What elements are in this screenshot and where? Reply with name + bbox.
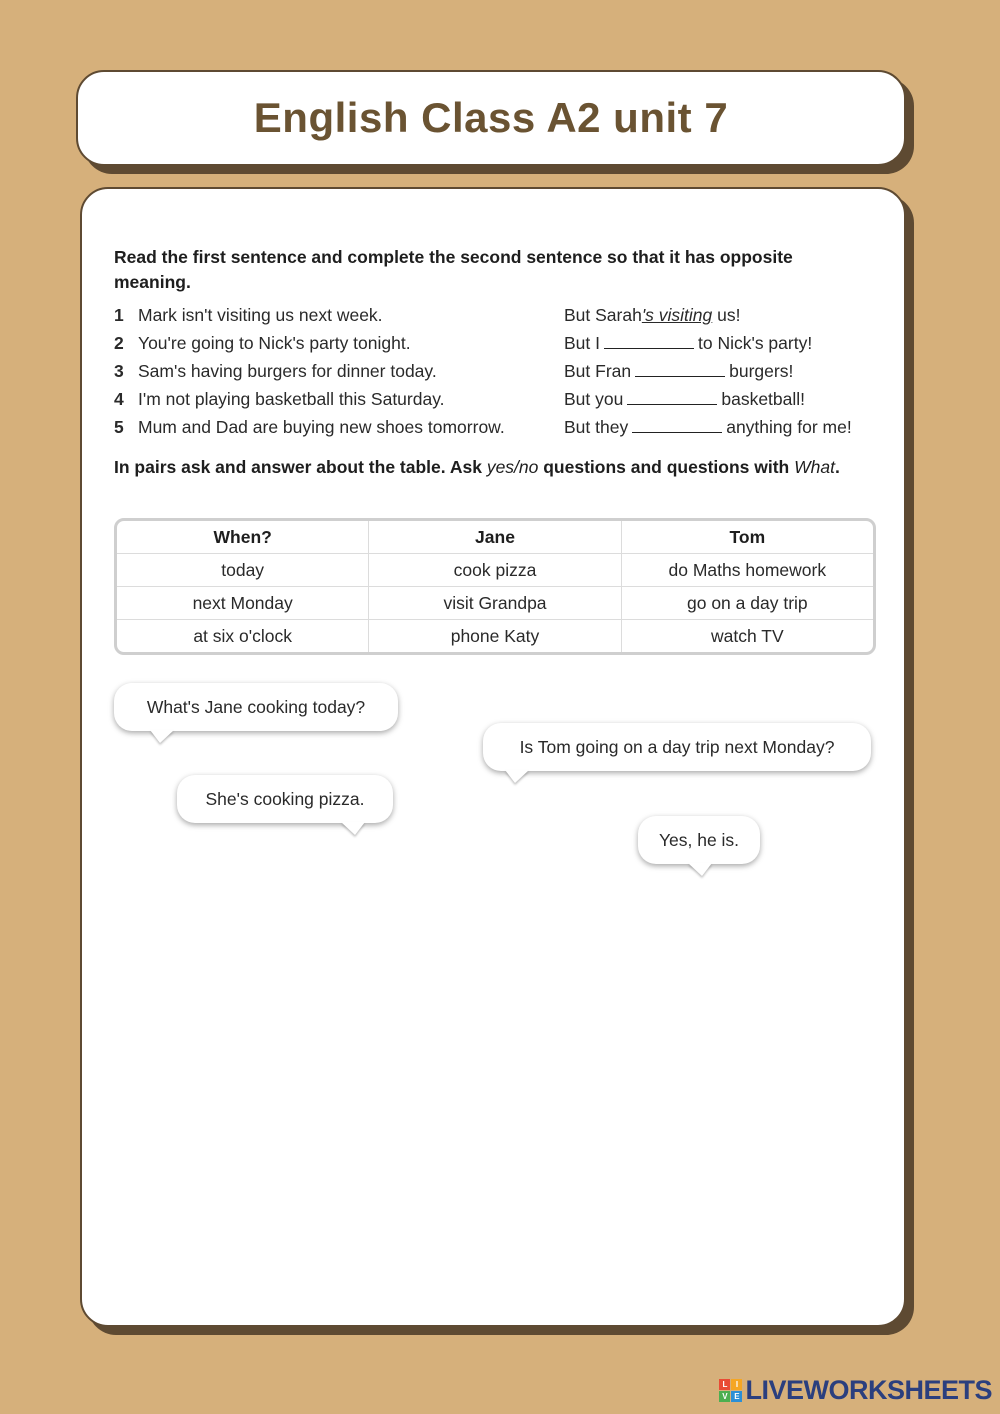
speech-bubble-question-1: [114, 683, 398, 731]
bubble-tail: [341, 822, 365, 835]
worksheet-card: [80, 187, 906, 1327]
table-header-row: [117, 521, 873, 553]
speech-bubble-question-2: [483, 723, 871, 771]
item-number: 4: [114, 388, 124, 409]
logo-letter-i: I: [731, 1379, 742, 1390]
bubble-tail: [150, 730, 174, 743]
sentence-end: us!: [712, 304, 741, 325]
exercise1-list: [114, 301, 884, 441]
exercise-item-3: [114, 357, 884, 385]
table-row: [117, 619, 873, 652]
first-sentence: I'm not playing basketball this Saturday.: [138, 388, 445, 409]
first-sentence: Mark isn't visiting us next week.: [138, 304, 383, 325]
exercise-item-4: [114, 385, 884, 413]
second-sentence: [564, 417, 852, 438]
sentence-end: anything for me!: [726, 416, 852, 437]
liveworksheets-logo-icon: [719, 1379, 742, 1402]
table-cell: do Maths homework: [621, 554, 873, 586]
liveworksheets-wordmark: LIVEWORKSHEETS: [745, 1375, 992, 1405]
instruction-text: In pairs ask and answer about the table. Ask: [114, 457, 487, 477]
sentence-start: But they: [564, 416, 629, 437]
instruction-what: What: [794, 457, 835, 477]
table-row: [117, 586, 873, 619]
exercise-item-1: [114, 301, 884, 329]
speech-bubble-answer-2: [638, 816, 760, 864]
first-sentence: You're going to Nick's party tonight.: [138, 332, 411, 353]
bubble-tail: [688, 863, 712, 876]
logo-letter-l: L: [719, 1379, 730, 1390]
bubble-text: She's cooking pizza.: [205, 788, 365, 809]
sentence-start: But Sarah: [564, 304, 642, 325]
instruction-text: .: [834, 457, 840, 477]
exercise1-instruction: Read the first sentence and complete the second sentence so that it has opposite meaning.: [114, 247, 793, 292]
header-jane: Jane: [368, 521, 620, 553]
sentence-start: But you: [564, 388, 624, 409]
bubble-tail: [505, 770, 529, 783]
second-sentence: [564, 389, 805, 410]
second-sentence: [564, 305, 741, 326]
answer-blank[interactable]: [604, 334, 694, 349]
table-cell: go on a day trip: [621, 587, 873, 619]
table-cell: at six o'clock: [193, 625, 292, 646]
second-sentence: [564, 361, 793, 382]
speech-bubble-answer-1: [177, 775, 393, 823]
exercise-item-2: [114, 329, 884, 357]
first-sentence: Sam's having burgers for dinner today.: [138, 360, 437, 381]
table-cell: visit Grandpa: [368, 587, 620, 619]
logo-letter-v: V: [719, 1391, 730, 1402]
answer-blank[interactable]: [627, 390, 717, 405]
bubble-text: Yes, he is.: [658, 829, 740, 850]
exercise2-instruction: [114, 455, 854, 480]
instruction-yesno: yes/no: [486, 457, 539, 477]
first-sentence: Mum and Dad are buying new shoes tomorrow.: [138, 416, 505, 437]
table-cell: today: [221, 559, 265, 580]
page-title: English Class A2 unit 7: [253, 94, 729, 141]
plans-table: [114, 518, 876, 655]
item-number: 3: [114, 360, 124, 381]
table-cell: phone Katy: [368, 620, 620, 652]
instruction-text: questions and questions with: [538, 457, 795, 477]
answer-blank[interactable]: [632, 418, 722, 433]
sentence-end: to Nick's party!: [698, 332, 813, 353]
sentence-end: burgers!: [729, 360, 794, 381]
table-cell: next Monday: [192, 592, 293, 613]
item-number: 1: [114, 304, 124, 325]
liveworksheets-brand: [719, 1375, 992, 1406]
second-sentence: [564, 333, 812, 354]
table-row: [117, 553, 873, 586]
bubble-text: Is Tom going on a day trip next Monday?: [519, 736, 835, 757]
header-when: When?: [213, 526, 272, 547]
item-number: 2: [114, 332, 124, 353]
sentence-end: basketball!: [721, 388, 806, 409]
example-answer: 's visiting: [641, 304, 713, 325]
answer-blank[interactable]: [635, 362, 725, 377]
sentence-start: But Fran: [564, 360, 632, 381]
header-tom: Tom: [621, 521, 873, 553]
logo-letter-e: E: [731, 1391, 742, 1402]
sentence-start: But I: [564, 332, 600, 353]
item-number: 5: [114, 416, 124, 437]
exercise-item-5: [114, 413, 884, 441]
table-cell: watch TV: [621, 620, 873, 652]
bubble-text: What's Jane cooking today?: [146, 696, 366, 717]
table-cell: cook pizza: [368, 554, 620, 586]
title-card: [76, 70, 906, 166]
